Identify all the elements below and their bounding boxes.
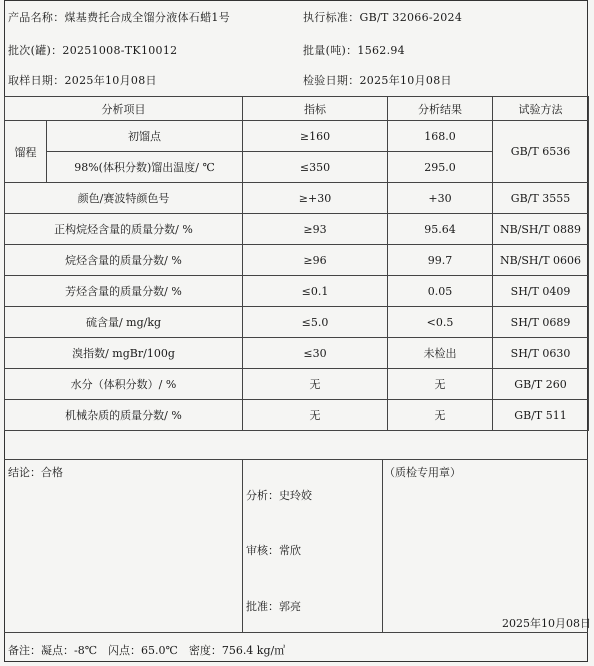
table-row xyxy=(5,183,589,214)
test-date-value: 2025年10月08日 xyxy=(359,74,452,87)
row-item: 98%(体积分数)馏出温度/ ℃ xyxy=(47,152,243,183)
row-spec: 无 xyxy=(243,369,388,400)
row-spec: ≤350 xyxy=(243,152,388,183)
table-row xyxy=(5,214,589,245)
product-name xyxy=(8,9,230,25)
row-method: NB/SH/T 0889 xyxy=(493,214,589,245)
row-spec: ≤0.1 xyxy=(243,276,388,307)
table-row xyxy=(5,369,589,400)
analyst xyxy=(246,487,312,503)
row-method: SH/T 0409 xyxy=(493,276,589,307)
row-item: 机械杂质的质量分数/ % xyxy=(5,400,243,431)
conclusion-section xyxy=(4,459,591,632)
analyst-signature: 史玲姣 xyxy=(279,489,312,502)
approver-label: 批准： xyxy=(246,600,279,613)
row-result: 168.0 xyxy=(388,121,493,152)
row-item: 硫含量/ mg/kg xyxy=(5,307,243,338)
product-value: 煤基费托合成全馏分液体石蜡1号 xyxy=(64,11,230,24)
row-result: 无 xyxy=(388,369,493,400)
conclusion-label: 结论： xyxy=(8,466,41,479)
sample-date xyxy=(8,72,157,88)
test-date-label: 检验日期： xyxy=(303,74,360,87)
table-row xyxy=(5,307,589,338)
col-header-method: 试验方法 xyxy=(493,97,589,121)
sign-date: 2025年10月08日 xyxy=(502,617,591,630)
remarks-label: 备注： xyxy=(8,644,41,657)
analyst-label: 分析： xyxy=(246,489,279,502)
row-method: GB/T 6536 xyxy=(493,121,589,183)
stamp-label: （质检专用章） xyxy=(384,466,461,479)
row-result: 95.64 xyxy=(388,214,493,245)
row-spec: ≥+30 xyxy=(243,183,388,214)
standard-value: GB/T 32066-2024 xyxy=(359,11,463,24)
table-header-row xyxy=(5,97,589,121)
col-header-result: 分析结果 xyxy=(388,97,493,121)
remarks-row xyxy=(4,632,588,662)
row-item: 水分（体积分数）/ % xyxy=(5,369,243,400)
row-item: 初馏点 xyxy=(47,121,243,152)
row-method: GB/T 260 xyxy=(493,369,589,400)
row-item: 溴指数/ mgBr/100g xyxy=(5,338,243,369)
row-item: 芳烃含量的质量分数/ % xyxy=(5,276,243,307)
row-spec: ≤30 xyxy=(243,338,388,369)
row-spec: ≥93 xyxy=(243,214,388,245)
row-spec: ≥160 xyxy=(243,121,388,152)
row-item: 正构烷烃含量的质量分数/ % xyxy=(5,214,243,245)
table-row xyxy=(5,400,589,431)
row-spec: ≥96 xyxy=(243,245,388,276)
quantity-value: 1562.94 xyxy=(357,44,405,57)
table-row xyxy=(5,276,589,307)
row-result: 无 xyxy=(388,400,493,431)
product-label: 产品名称： xyxy=(8,11,65,24)
row-spec: 无 xyxy=(243,400,388,431)
approver-signature: 郭亮 xyxy=(279,600,301,613)
distillation-group-label: 馏程 xyxy=(5,121,47,183)
divider xyxy=(382,460,383,633)
batch-value: 20251008-TK10012 xyxy=(62,44,178,57)
batch xyxy=(8,42,177,58)
table-row xyxy=(5,121,589,152)
remarks xyxy=(8,642,285,658)
approver xyxy=(246,598,301,614)
batch-label: 批次(罐)： xyxy=(8,44,63,57)
reviewer-label: 审核： xyxy=(246,544,279,557)
row-method: GB/T 3555 xyxy=(493,183,589,214)
row-result: 99.7 xyxy=(388,245,493,276)
row-result: 未检出 xyxy=(388,338,493,369)
table-row xyxy=(5,245,589,276)
results-table xyxy=(4,96,589,431)
test-date xyxy=(303,72,452,88)
row-result: 295.0 xyxy=(388,152,493,183)
row-method: NB/SH/T 0606 xyxy=(493,245,589,276)
col-header-spec: 指标 xyxy=(243,97,388,121)
sample-date-value: 2025年10月08日 xyxy=(64,74,157,87)
conclusion-value: 合格 xyxy=(41,466,63,479)
quantity-label: 批量(吨)： xyxy=(303,44,358,57)
remarks-value: 凝点：-8℃ 闪点：65.0℃ 密度：756.4 kg/㎥ xyxy=(41,644,286,657)
row-method: GB/T 511 xyxy=(493,400,589,431)
col-header-item: 分析项目 xyxy=(5,97,243,121)
row-result: <0.5 xyxy=(388,307,493,338)
standard-label: 执行标准： xyxy=(303,11,360,24)
divider xyxy=(242,460,243,633)
conclusion xyxy=(8,464,63,480)
row-result: 0.05 xyxy=(388,276,493,307)
row-method: SH/T 0630 xyxy=(493,338,589,369)
row-item: 烷烃含量的质量分数/ % xyxy=(5,245,243,276)
reviewer-signature: 常欣 xyxy=(279,544,301,557)
sample-date-label: 取样日期： xyxy=(8,74,65,87)
quantity xyxy=(303,42,405,58)
row-item: 颜色/赛波特颜色号 xyxy=(5,183,243,214)
standard xyxy=(303,9,462,25)
reviewer xyxy=(246,542,301,558)
row-result: +30 xyxy=(388,183,493,214)
table-row xyxy=(5,338,589,369)
row-spec: ≤5.0 xyxy=(243,307,388,338)
row-method: SH/T 0689 xyxy=(493,307,589,338)
